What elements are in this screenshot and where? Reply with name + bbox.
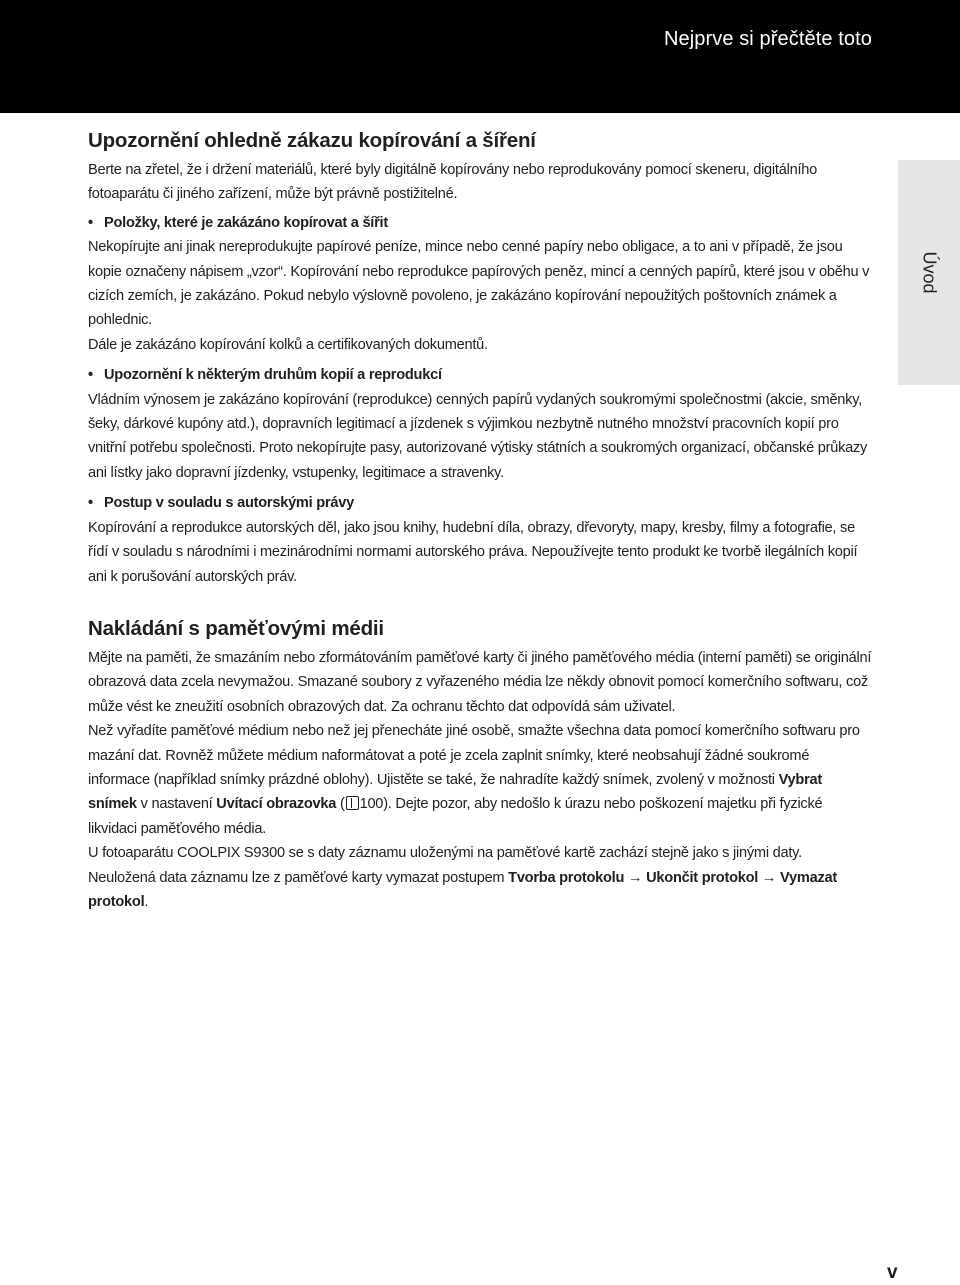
- page-number: v: [887, 1262, 898, 1283]
- bullet-icon: •: [88, 367, 93, 384]
- arrow-right-icon: →: [761, 869, 777, 886]
- header-bar: [0, 0, 960, 113]
- menu-option-end-log: Ukončit protokol: [646, 869, 759, 886]
- paragraph: Kopírování a reprodukce autorských děl, jako jsou knihy, hudební díla, obrazy, dřevoryty, mapy, kresby, filmy a fotografie, se řídí v souladu s národními i mezinárodními normami autorského práva. Nepoužívejte tento produkt ke tvorbě ilegálních kopií ani k porušování autorských práv.: [88, 519, 858, 585]
- paragraph: Než vyřadíte paměťové médium nebo než jej přenecháte jiné osobě, smažte všechna data pomocí komerčního softwaru pro mazání dat. Rovněž můžete médium naformátovat a poté je zcela zaplnit snímky, které neobsahují žádné soukromé informace (například snímky prázdné oblohy). Ujistěte se také, že nahradíte každý snímek, zvolený v možnosti Vybrat snímek v nastavení Uvítací obrazovka ( 100). Dejte pozor, aby nedošlo k úrazu nebo poškození majetku při fyzické likvidaci paměťového média.: [88, 723, 860, 837]
- section-intro: Berte na zřetel, že i držení materiálů, které byly digitálně kopírovány nebo reprodukovány pomocí skeneru, digitálního fotoaparátu či jiného zařízení, může být právně postižitelné.: [88, 162, 817, 203]
- bullet-heading: [88, 491, 872, 515]
- menu-option-delete-log: Vymazat protokol: [88, 869, 837, 910]
- bullet-heading-text: Postup v souladu s autorskými právy: [104, 495, 354, 512]
- menu-option-log-create: Tvorba protokolu: [508, 869, 625, 886]
- bullet-heading: [88, 211, 872, 235]
- bullet-icon: •: [88, 495, 93, 512]
- bullet-heading-text: Položky, které je zakázáno kopírovat a šířit: [104, 214, 388, 231]
- paragraph: Nekopírujte ani jinak nereprodukujte papírové peníze, mince nebo cenné papíry nebo obligace, a to ani v případě, že jsou kopie označeny nápisem „vzor“. Kopírování nebo reprodukce papírových peněz, mincí a cenných papírů, které jsou v oběhu v cizích zemích, je zakázáno. Pokud nebylo výslovně povoleno, je zakázáno kopírování nepoužitých poštovních známek a pohlednic.: [88, 239, 870, 329]
- paragraph: Mějte na paměti, že smazáním nebo zformátováním paměťové karty či jiného paměťového média (interní paměti) se originální obrazová data zcela nevymažou. Smazané soubory z vyřazeného média lze někdy obnovit pomocí komerčního softwaru, což může vést ke zneužití osobních obrazových dat. Za ochranu těchto dat odpovídá sám uživatel.: [88, 649, 872, 715]
- side-tab-label: Úvod: [919, 251, 940, 294]
- page-reference: 100: [359, 796, 384, 813]
- bullet-icon: •: [88, 214, 93, 231]
- bullet-heading: [88, 363, 872, 387]
- menu-option-select-image: Vybrat snímek: [88, 771, 822, 813]
- book-icon: [346, 796, 359, 810]
- arrow-right-icon: →: [627, 869, 643, 886]
- section-title-memory-media: Nakládání s paměťovými médii: [88, 616, 384, 640]
- paragraph: U fotoaparátu COOLPIX S9300 se s daty záznamu uloženými na paměťové kartě zachází stejně jako s jinými daty. Neuložená data záznamu lze z paměťové karty vymazat postupem Tvorba protokolu → Ukončit protokol → Vymazat protokol.: [88, 845, 837, 910]
- page-header-title: Nejprve si přečtěte toto: [663, 28, 872, 50]
- bullet-heading-text: Upozornění k některým druhům kopií a reprodukcí: [104, 367, 442, 384]
- paragraph: Vládním výnosem je zakázáno kopírování (reprodukce) cenných papírů vydaných soukromými společnostmi (akcie, směnky, šeky, dárkové kupóny atd.), dopravních legitimací a jízdenek s výjimkou nezbytně nutného množství pracovních kopií pro vnitřní potřebu společnosti. Proto nekopírujte pasy, autorizované výtisky státních a soukromých organizací, občanské průkazy ani lístky jako dopravní jízdenky, vstupenky, legitimace a stravenky.: [88, 391, 868, 481]
- page-content: [88, 127, 872, 914]
- section-title-copy-notice: Upozornění ohledně zákazu kopírování a šíření: [88, 129, 536, 152]
- menu-option-welcome-screen: Uvítací obrazovka: [216, 796, 337, 813]
- paragraph: Dále je zakázáno kopírování kolků a certifikovaných dokumentů.: [88, 336, 488, 353]
- side-tab: [898, 160, 960, 385]
